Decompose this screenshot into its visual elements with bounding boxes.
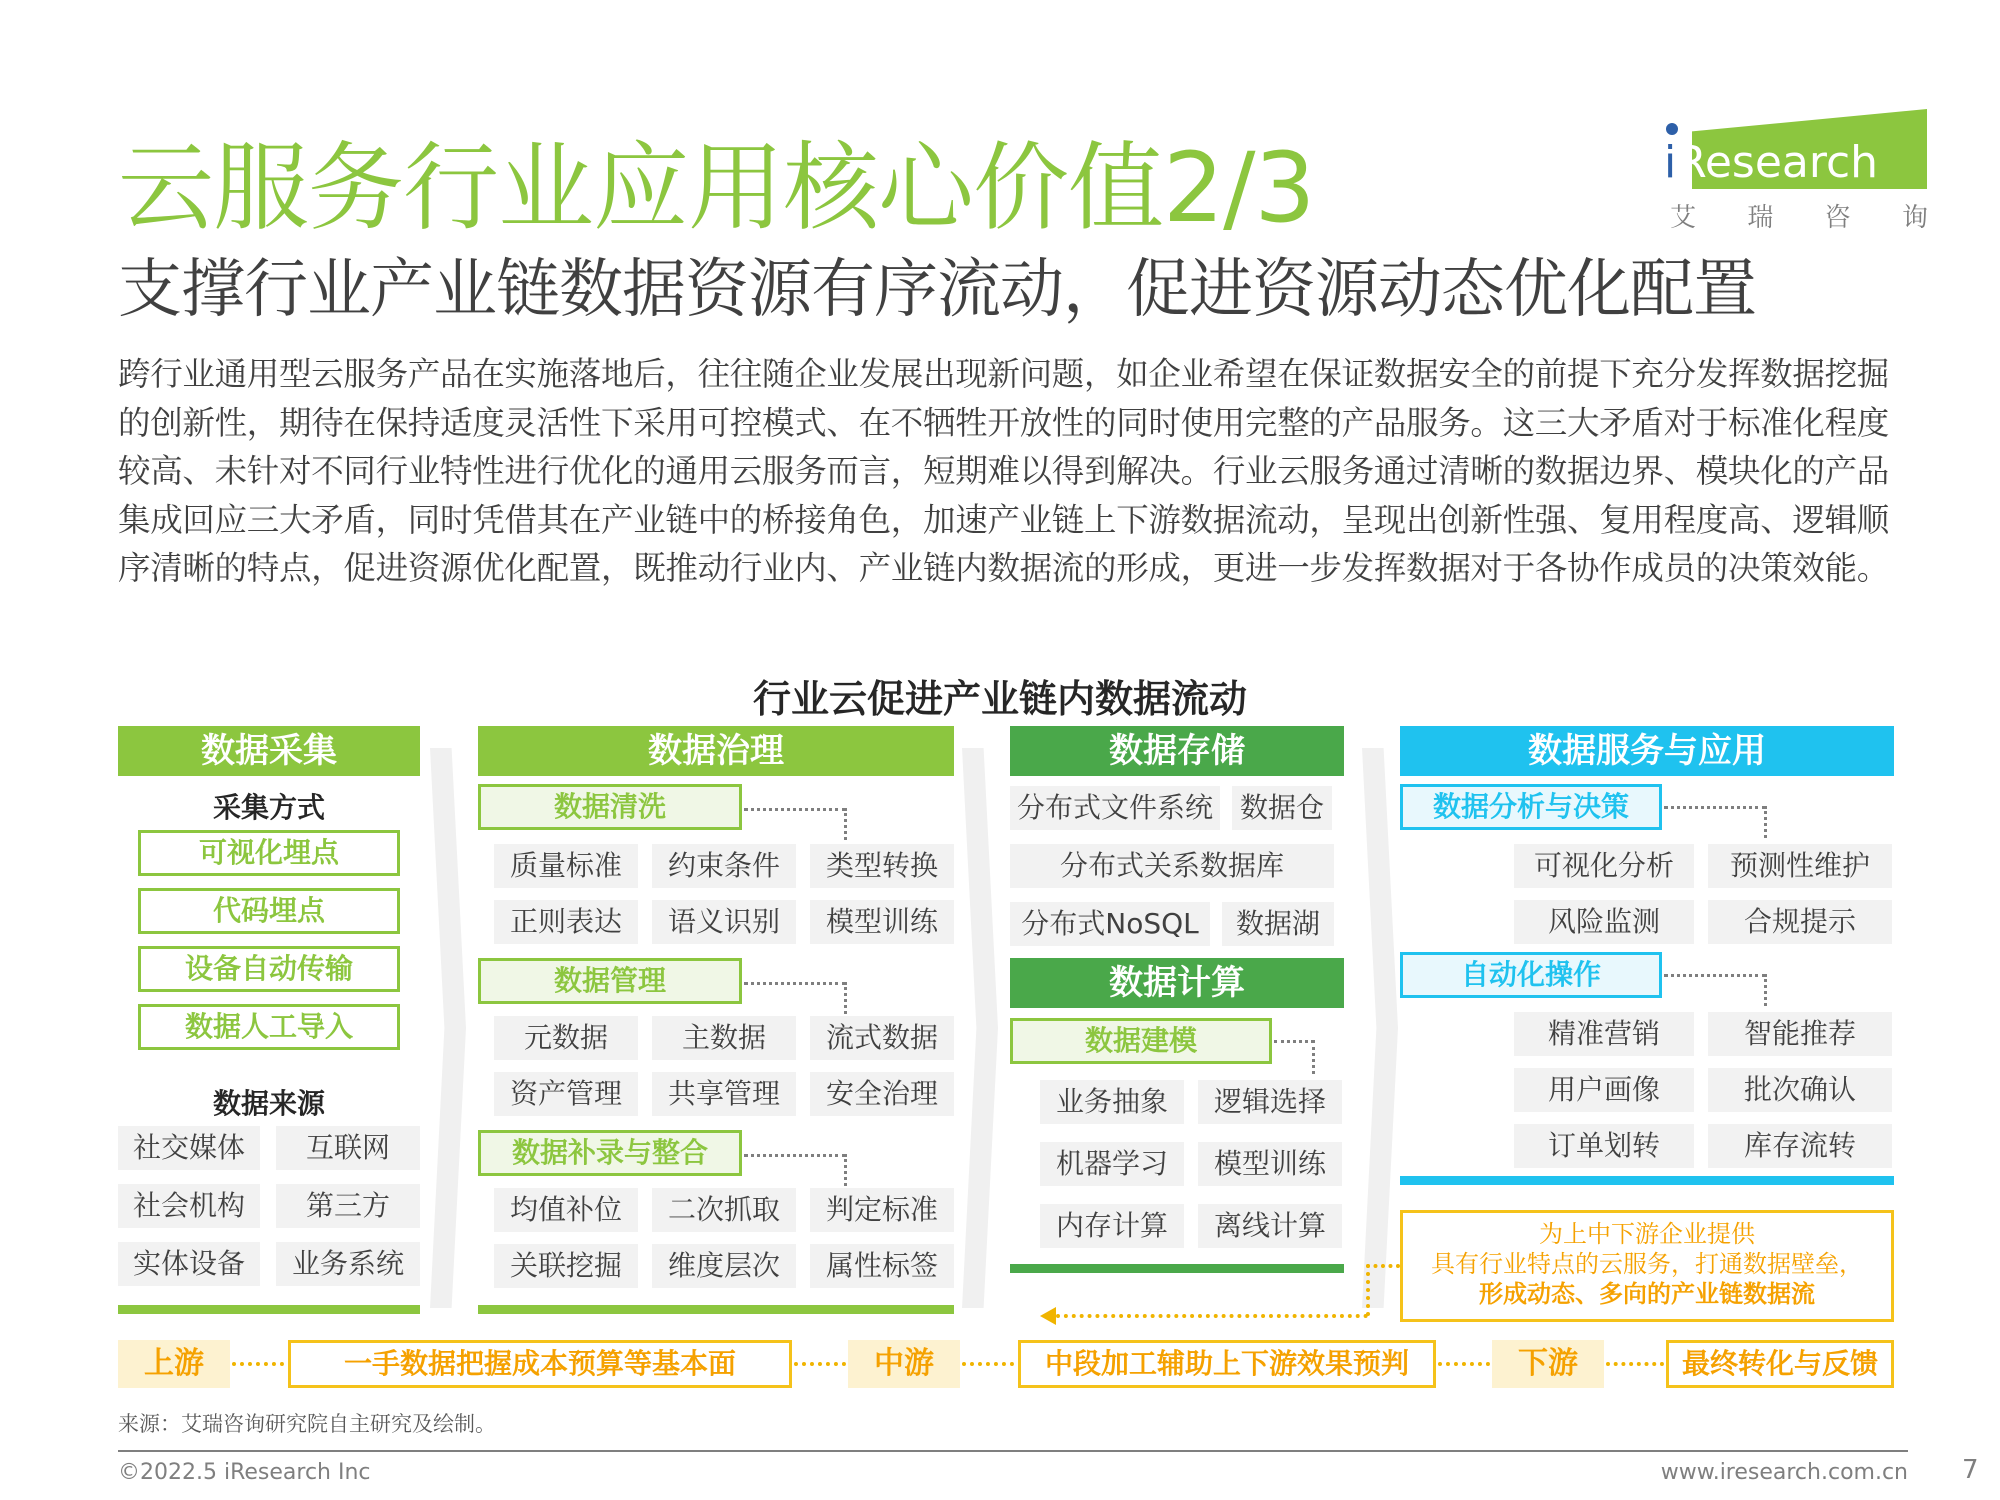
source-item: 互联网 [276, 1126, 420, 1170]
col-govern-header: 数据治理 [478, 726, 954, 776]
compute-header: 数据计算 [1010, 958, 1344, 1008]
feedback-connector [1366, 1264, 1370, 1316]
connector [844, 1154, 847, 1186]
govern-group-title: 数据管理 [478, 958, 742, 1004]
govern-item: 类型转换 [810, 844, 954, 888]
logo-cn-text: 艾 瑞 咨 询 [1670, 203, 1928, 233]
flow-connector [1606, 1362, 1664, 1366]
govern-item: 均值补位 [494, 1188, 638, 1232]
connector [1312, 1040, 1315, 1074]
page-title: 云服务行业应用核心价值2/3 [118, 132, 1315, 244]
service-item: 库存流转 [1708, 1124, 1892, 1168]
col-service-header: 数据服务与应用 [1400, 726, 1894, 776]
model-item: 模型训练 [1198, 1142, 1342, 1186]
govern-group-title: 数据清洗 [478, 784, 742, 830]
model-title: 数据建模 [1010, 1018, 1272, 1064]
feedback-arrow-line [1056, 1314, 1368, 1318]
diagram-title: 行业云促进产业链内数据流动 [752, 677, 1247, 721]
flow-chevron [1362, 748, 1398, 1308]
col-storage-header: 数据存储 [1010, 726, 1344, 776]
govern-group-title: 数据补录与整合 [478, 1130, 742, 1176]
data-source-label: 数据来源 [212, 1087, 325, 1120]
flow-connector [794, 1362, 846, 1366]
model-item: 机器学习 [1040, 1142, 1184, 1186]
flow-chevron [962, 748, 998, 1308]
downstream-label: 下游 [1492, 1340, 1604, 1388]
service-item: 精准营销 [1514, 1012, 1694, 1056]
govern-item: 正则表达 [494, 900, 638, 944]
govern-item: 安全治理 [810, 1072, 954, 1116]
copyright: ©2022.5 iResearch Inc [118, 1460, 371, 1485]
govern-item: 判定标准 [810, 1188, 954, 1232]
connector [1764, 974, 1767, 1006]
model-item: 离线计算 [1198, 1204, 1342, 1248]
connector [744, 1154, 846, 1157]
service-item: 可视化分析 [1514, 844, 1694, 888]
govern-item: 流式数据 [810, 1016, 954, 1060]
connector [844, 808, 847, 840]
govern-item: 二次抓取 [652, 1188, 796, 1232]
govern-item: 模型训练 [810, 900, 954, 944]
midstream-label: 中游 [848, 1340, 960, 1388]
upstream-desc: 一手数据把握成本预算等基本面 [288, 1340, 792, 1388]
iresearch-logo [1660, 105, 1930, 233]
logo-dot [1666, 123, 1678, 135]
col-govern-baseline [478, 1305, 954, 1314]
upstream-label: 上游 [118, 1340, 230, 1388]
model-item: 业务抽象 [1040, 1080, 1184, 1124]
col-collect-baseline [118, 1305, 420, 1314]
storage-item: 分布式关系数据库 [1010, 844, 1334, 888]
flow-connector [962, 1362, 1014, 1366]
source-item: 社交媒体 [118, 1126, 260, 1170]
source-item: 实体设备 [118, 1242, 260, 1286]
flow-connector [1438, 1362, 1490, 1366]
service-group-title: 数据分析与决策 [1400, 784, 1662, 830]
connector [1664, 974, 1766, 977]
govern-item: 主数据 [652, 1016, 796, 1060]
govern-item: 约束条件 [652, 844, 796, 888]
model-item: 内存计算 [1040, 1204, 1184, 1248]
storage-item: 数据仓 [1232, 786, 1332, 830]
connector [844, 982, 847, 1014]
govern-item: 关联挖掘 [494, 1244, 638, 1288]
page-subtitle: 支撑行业产业链数据资源有序流动，促进资源动态优化配置 [118, 253, 1756, 327]
col-storage-baseline [1010, 1264, 1344, 1273]
govern-item: 维度层次 [652, 1244, 796, 1288]
service-item: 用户画像 [1514, 1068, 1694, 1112]
connector [1764, 806, 1767, 838]
service-item: 订单划转 [1514, 1124, 1694, 1168]
downstream-desc: 最终转化与反馈 [1666, 1340, 1894, 1388]
service-item: 风险监测 [1514, 900, 1694, 944]
connector [744, 982, 846, 985]
col-collect-header: 数据采集 [118, 726, 420, 776]
source-note: 来源：艾瑞咨询研究院自主研究及绘制。 [118, 1412, 496, 1436]
intro-paragraph: 跨行业通用型云服务产品在实施落地后，往往随企业发展出现新问题，如企业希望在保证数据安全的前提下充分发挥数据挖掘的创新性，期待在保持适度灵活性下采用可控模式、在不牺牲开放性的同时使用完整的产品服务。这三大矛盾对于标准化程度较高、未针对不同行业特性进行优化的通用云服务而言，短期难以得到解决。行业云服务通过清晰的数据边界、模块化的产品集成回应三大矛盾，同时凭借其在产业链中的桥接角色，加速产业链上下游数据流动，呈现出创新性强、复用程度高、逻辑顺序清晰的特点，促进资源优化配置，既推动行业内、产业链内数据流的形成，更进一步发挥数据对于各协作成员的决策效能。 [118, 355, 1890, 588]
page-number: 7 [1962, 1455, 1979, 1485]
govern-item: 共享管理 [652, 1072, 796, 1116]
service-item: 智能推荐 [1708, 1012, 1892, 1056]
collect-method-label: 采集方式 [212, 791, 325, 824]
storage-item: 分布式NoSQL [1010, 902, 1210, 946]
midstream-desc: 中段加工辅助上下游效果预判 [1018, 1340, 1436, 1388]
storage-item: 数据湖 [1222, 902, 1334, 946]
govern-item: 元数据 [494, 1016, 638, 1060]
source-item: 社会机构 [118, 1184, 260, 1228]
govern-item: 资产管理 [494, 1072, 638, 1116]
source-item: 业务系统 [276, 1242, 420, 1286]
govern-item: 质量标准 [494, 844, 638, 888]
footer-divider [118, 1450, 1908, 1452]
logo-wordmark: iResearch [1664, 137, 1879, 188]
storage-item: 分布式文件系统 [1010, 786, 1220, 830]
method-item: 代码埋点 [138, 888, 400, 934]
website-link[interactable]: www.iresearch.com.cn [1660, 1460, 1908, 1485]
method-item: 设备自动传输 [138, 946, 400, 992]
connector [1274, 1040, 1314, 1043]
govern-item: 属性标签 [810, 1244, 954, 1288]
feedback-connector [1366, 1264, 1400, 1268]
method-item: 可视化埋点 [138, 830, 400, 876]
service-item: 预测性维护 [1708, 844, 1892, 888]
service-group-title: 自动化操作 [1400, 952, 1662, 998]
service-item: 合规提示 [1708, 900, 1892, 944]
method-item: 数据人工导入 [138, 1004, 400, 1050]
govern-item: 语义识别 [652, 900, 796, 944]
service-note: 为上中下游企业提供 具有行业特点的云服务，打通数据壁垒， 形成动态、多向的产业链数据流 [1400, 1210, 1894, 1322]
col-service-baseline [1400, 1176, 1894, 1185]
connector [744, 808, 846, 811]
model-item: 逻辑选择 [1198, 1080, 1342, 1124]
flow-connector [232, 1362, 284, 1366]
source-item: 第三方 [276, 1184, 420, 1228]
flow-chevron [430, 748, 466, 1308]
feedback-arrow-head [1040, 1307, 1056, 1325]
service-item: 批次确认 [1708, 1068, 1892, 1112]
connector [1664, 806, 1766, 809]
